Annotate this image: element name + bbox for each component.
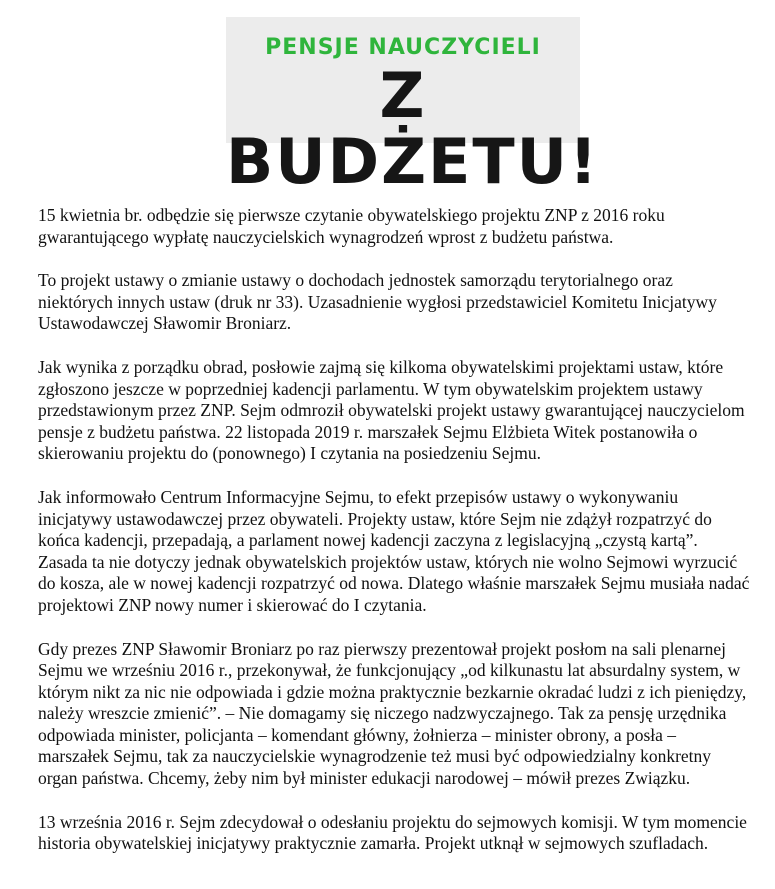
paragraph: To projekt ustawy o zmianie ustawy o dochodach jednostek samorządu terytorialnego oraz niektórych innych ustaw (druk nr 33). Uzasadnienie wygłosi przedstawiciel Komitetu Inicjatywy Ustawodawczej Sławomir Broniarz. xyxy=(38,270,717,334)
banner-title: Z BUDŻETU! xyxy=(226,59,600,198)
banner-subtitle: PENSJE NAUCZYCIELI xyxy=(265,35,541,60)
article-body xyxy=(38,205,750,877)
campaign-banner xyxy=(226,17,600,198)
paragraph: Jak informowało Centrum Informacyjne Sejmu, to efekt przepisów ustawy o wykonywaniu inicjatywy ustawodawczej przez obywateli. Projekty ustaw, które Sejm nie zdążył rozpatrzyć do końca kadencji, przepadają, a parlament nowej kadencji zaczyna z legislacyjną „czystą kartą”. Zasada ta nie dotyczy jednak obywatelskich projektów ustaw, których nie wolno Sejmowi wyrzucić do kosza, ale w nowej kadencji rozpatrzyć od nowa. Dlatego właśnie marszałek Sejmu musiała nadać projektowi ZNP nowy numer i skierować do I czytania. xyxy=(38,486,750,615)
paragraph: 13 września 2016 r. Sejm zdecydował o odesłaniu projektu do sejmowych komisji. W tym momencie historia obywatelskiej inicjatywy praktycznie zamarła. Projekt utknął w sejmowych szufladach. xyxy=(38,811,747,854)
paragraph: 15 kwietnia br. odbędzie się pierwsze czytanie obywatelskiego projektu ZNP z 2016 roku gwarantującego wypłatę nauczycielskich wynagrodzeń wprost z budżetu państwa. xyxy=(38,205,665,247)
paragraph: Gdy prezes ZNP Sławomir Broniarz po raz pierwszy prezentował projekt posłom na sali plenarnej Sejmu we wrześniu 2016 r., przekonywał, że funkcjonujący „od kilkunastu lat absurdalny system, w którym nikt za nic nie odpowiada i gdzie można praktycznie bezkarnie okradać ludzi z ich pieniędzy, należy wreszcie zmienić”. – Nie domagamy się niczego nadzwyczajnego. Tak za pensję urzędnika odpowiada minister, policjanta – komendant główny, żołnierza – minister obrony, a posła – marszałek Sejmu, tak za nauczycielskie wynagrodzenie też musi być odpowiedzialny konkretny organ państwa. Chcemy, żeby nim był minister edukacji narodowej – mówił prezes Związku. xyxy=(38,638,747,789)
paragraph: Jak wynika z porządku obrad, posłowie zajmą się kilkoma obywatelskimi projektami ustaw, które zgłoszono jeszcze w poprzedniej kadencji parlamentu. W tym obywatelskim projektem ustawy przedstawionym przez ZNP. Sejm odmroził obywatelski projekt ustawy gwarantującej nauczycielom pensje z budżetu państwa. 22 listopada 2019 r. marszałek Sejmu Elżbieta Witek postanowiła o skierowaniu projektu do (ponownego) I czytania na posiedzeniu Sejmu. xyxy=(38,356,745,464)
